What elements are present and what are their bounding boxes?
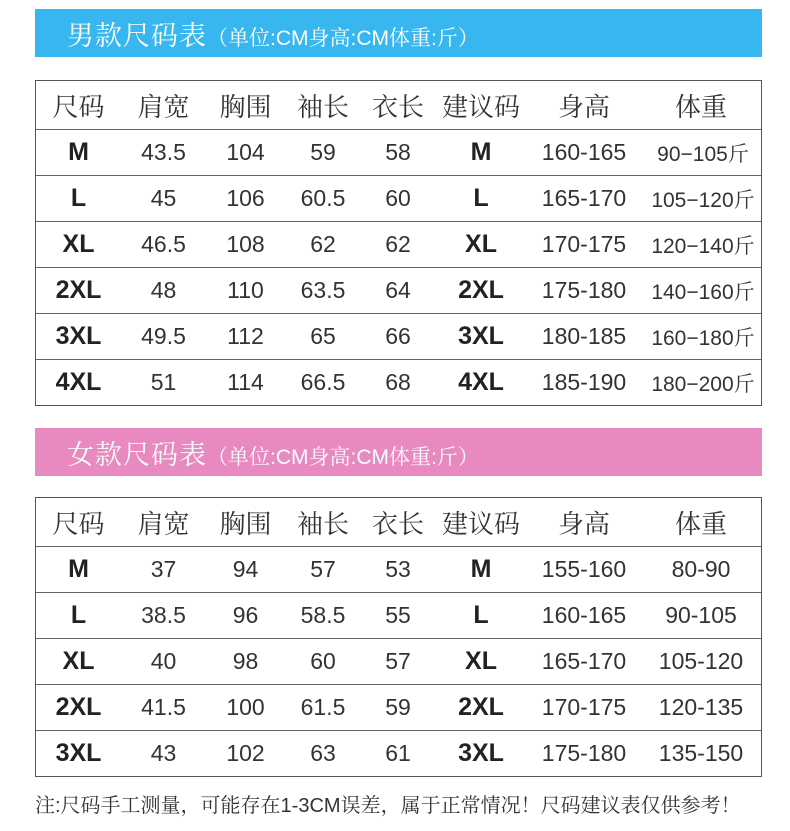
header-length: 衣长: [371, 508, 424, 539]
header-size: 尺码: [52, 508, 105, 539]
cell-sleeve: 62: [310, 231, 336, 257]
cell-recommended-size: 3XL: [458, 322, 504, 350]
header-shoulder: 肩宽: [137, 508, 190, 539]
cell-recommended-size: L: [473, 184, 489, 212]
cell-shoulder: 45: [150, 185, 177, 211]
cell-size: 2XL: [55, 276, 102, 304]
table-header-row: [36, 498, 761, 546]
cell-length: 61: [385, 740, 411, 766]
cell-sleeve: 60: [310, 648, 336, 674]
header-chest: 胸围: [219, 91, 272, 122]
cell-length: 64: [385, 277, 411, 303]
cell-recommended-size: 4XL: [458, 368, 504, 396]
cell-sleeve: 63: [310, 740, 336, 766]
women-banner-unit-note: （单位:CM身高:CM体重:斤）: [207, 445, 479, 469]
table-row: [36, 175, 761, 221]
cell-size: L: [70, 601, 87, 629]
cell-shoulder: 48: [150, 277, 177, 303]
header-weight: 体重: [674, 508, 727, 539]
cell-chest: 104: [226, 139, 265, 165]
cell-height: 155-160: [541, 556, 627, 582]
cell-recommended-size: 2XL: [458, 276, 504, 304]
cell-length: 53: [385, 556, 411, 582]
cell-size: M: [68, 138, 89, 166]
cell-shoulder: 49.5: [141, 323, 186, 349]
cell-size: XL: [62, 230, 95, 258]
cell-weight: 90-105: [665, 602, 737, 628]
men-size-banner: [35, 9, 762, 57]
women-size-table: [35, 497, 762, 777]
header-sleeve: 袖长: [296, 91, 349, 122]
cell-sleeve: 61.5: [300, 694, 346, 720]
header-recommended-size: 建议码: [441, 508, 520, 539]
cell-length: 68: [385, 369, 411, 395]
cell-length: 58: [385, 139, 411, 165]
cell-chest: 94: [232, 556, 259, 582]
cell-weight: 105-120: [658, 648, 744, 674]
table-row: [36, 359, 761, 405]
cell-sleeve: 60.5: [300, 185, 346, 211]
cell-height: 165-170: [541, 648, 627, 674]
cell-height: 170-175: [541, 231, 627, 257]
header-sleeve: 袖长: [296, 508, 349, 539]
table-row: [36, 546, 761, 592]
cell-weight: 135-150: [658, 740, 744, 766]
cell-recommended-size: 2XL: [458, 693, 504, 721]
cell-weight: 80-90: [671, 556, 731, 582]
cell-recommended-size: M: [470, 555, 492, 583]
header-recommended-size: 建议码: [441, 91, 520, 122]
footer-note: 注:尺码手工测量，可能存在1-3CM误差，属于正常情况！尺码建议表仅供参考！: [35, 795, 741, 817]
cell-sleeve: 57: [310, 556, 336, 582]
header-shoulder: 肩宽: [137, 91, 190, 122]
cell-weight: 120−140斤: [651, 234, 755, 258]
cell-chest: 98: [232, 648, 259, 674]
table-header-row: [36, 81, 761, 129]
women-size-banner: [35, 428, 762, 476]
cell-length: 60: [385, 185, 411, 211]
cell-weight: 180−200斤: [651, 372, 755, 396]
table-row: [36, 638, 761, 684]
cell-shoulder: 43: [150, 740, 177, 766]
cell-shoulder: 51: [150, 369, 177, 395]
cell-height: 165-170: [541, 185, 627, 211]
table-row: [36, 129, 761, 175]
table-row: [36, 592, 761, 638]
cell-recommended-size: XL: [465, 230, 497, 258]
cell-shoulder: 41.5: [141, 694, 186, 720]
cell-length: 57: [385, 648, 411, 674]
cell-length: 59: [385, 694, 411, 720]
cell-recommended-size: M: [470, 138, 492, 166]
cell-sleeve: 66.5: [300, 369, 346, 395]
men-banner-heading: [67, 14, 479, 53]
women-banner-heading: [67, 433, 479, 472]
cell-shoulder: 43.5: [141, 139, 186, 165]
header-height: 身高: [557, 508, 610, 539]
men-size-table: [35, 80, 762, 406]
women-banner-title: 女款尺码表: [67, 439, 207, 470]
cell-chest: 108: [226, 231, 265, 257]
cell-chest: 100: [226, 694, 265, 720]
cell-shoulder: 38.5: [141, 602, 186, 628]
cell-height: 180-185: [541, 323, 627, 349]
cell-chest: 102: [226, 740, 265, 766]
cell-length: 62: [385, 231, 411, 257]
cell-weight: 120-135: [658, 694, 744, 720]
cell-height: 170-175: [541, 694, 627, 720]
cell-size: 2XL: [55, 693, 102, 721]
cell-size: XL: [62, 647, 95, 675]
cell-weight: 140−160斤: [651, 280, 755, 304]
cell-size: M: [68, 555, 89, 583]
cell-chest: 112: [227, 323, 264, 349]
cell-height: 185-190: [541, 369, 627, 395]
cell-shoulder: 40: [150, 648, 177, 674]
men-banner-unit-note: （单位:CM身高:CM体重:斤）: [207, 26, 479, 50]
cell-height: 160-165: [541, 602, 627, 628]
cell-height: 175-180: [541, 740, 627, 766]
cell-sleeve: 63.5: [300, 277, 346, 303]
header-weight: 体重: [674, 91, 727, 122]
cell-chest: 96: [232, 602, 259, 628]
table-row: [36, 267, 761, 313]
cell-weight: 90−105斤: [657, 142, 749, 166]
cell-height: 175-180: [541, 277, 627, 303]
cell-chest: 106: [226, 185, 265, 211]
cell-sleeve: 59: [310, 139, 336, 165]
header-height: 身高: [557, 91, 610, 122]
header-chest: 胸围: [219, 508, 272, 539]
cell-recommended-size: XL: [465, 647, 497, 675]
cell-sleeve: 58.5: [300, 602, 346, 628]
cell-shoulder: 37: [150, 556, 177, 582]
cell-size: 3XL: [55, 739, 102, 767]
table-row: [36, 730, 761, 776]
men-banner-title: 男款尺码表: [67, 20, 207, 51]
cell-shoulder: 46.5: [141, 231, 186, 257]
header-length: 衣长: [371, 91, 424, 122]
cell-sleeve: 65: [310, 323, 336, 349]
cell-recommended-size: L: [473, 601, 489, 629]
cell-weight: 105−120斤: [651, 188, 755, 212]
cell-chest: 110: [227, 277, 264, 303]
table-row: [36, 221, 761, 267]
cell-chest: 114: [227, 369, 264, 395]
table-row: [36, 313, 761, 359]
cell-height: 160-165: [541, 139, 627, 165]
cell-weight: 160−180斤: [651, 326, 755, 350]
cell-length: 55: [385, 602, 411, 628]
cell-size: 3XL: [55, 322, 102, 350]
cell-recommended-size: 3XL: [458, 739, 504, 767]
table-row: [36, 684, 761, 730]
header-size: 尺码: [52, 91, 105, 122]
cell-size: 4XL: [55, 368, 102, 396]
cell-size: L: [70, 184, 87, 212]
cell-length: 66: [385, 323, 411, 349]
